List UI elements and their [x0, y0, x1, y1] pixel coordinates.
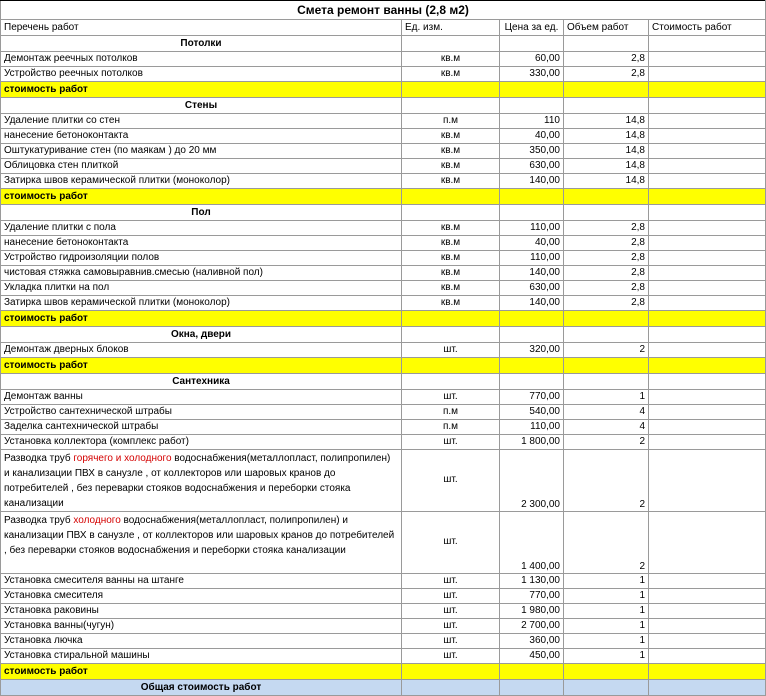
work-volume: 2: [564, 512, 649, 574]
work-cost: [649, 266, 766, 281]
work-name: Затирка швов керамической плитки (моноколор): [1, 174, 402, 189]
category-row-windows: [1, 327, 766, 343]
work-row: [1, 266, 766, 281]
header-volume: Объем работ: [564, 20, 649, 36]
work-volume: 1: [564, 574, 649, 589]
work-cost: [649, 281, 766, 296]
empty-cell: [402, 82, 500, 98]
work-unit: кв.м: [402, 281, 500, 296]
work-volume: 2,8: [564, 221, 649, 236]
empty-cell: [402, 311, 500, 327]
work-name: [1, 512, 402, 574]
work-row: [1, 251, 766, 266]
work-cost: [649, 114, 766, 129]
work-name: Установка коллектора (комплекс работ): [1, 435, 402, 450]
work-unit: кв.м: [402, 129, 500, 144]
work-price: 1 130,00: [500, 574, 564, 589]
work-volume: 1: [564, 390, 649, 405]
work-cost: [649, 405, 766, 420]
total-label: Общая стоимость работ: [1, 680, 402, 696]
work-name: Установка смесителя: [1, 589, 402, 604]
header-row: [1, 20, 766, 36]
work-row: [1, 649, 766, 664]
work-cost: [649, 390, 766, 405]
work-price: 140,00: [500, 174, 564, 189]
work-cost: [649, 236, 766, 251]
work-row: [1, 129, 766, 144]
work-price: 1 800,00: [500, 435, 564, 450]
work-cost: [649, 52, 766, 67]
work-volume: 2,8: [564, 251, 649, 266]
work-name: Устройство гидроизоляции полов: [1, 251, 402, 266]
work-name: Укладка плитки на пол: [1, 281, 402, 296]
work-volume: 2: [564, 450, 649, 512]
work-price: 140,00: [500, 266, 564, 281]
category-row-plumbing: [1, 374, 766, 390]
work-cost: [649, 159, 766, 174]
work-volume: 1: [564, 604, 649, 619]
work-volume: 2: [564, 343, 649, 358]
empty-cell: [402, 189, 500, 205]
work-price: 110,00: [500, 221, 564, 236]
category-title: Сантехника: [1, 374, 402, 390]
header-price: Цена за ед.: [500, 20, 564, 36]
empty-cell: [402, 358, 500, 374]
work-unit: шт.: [402, 604, 500, 619]
subtotal-label: стоимость работ: [1, 82, 402, 98]
work-row: [1, 604, 766, 619]
work-unit: шт.: [402, 574, 500, 589]
work-row: [1, 390, 766, 405]
subtotal-label: стоимость работ: [1, 358, 402, 374]
work-cost: [649, 649, 766, 664]
work-cost: [649, 450, 766, 512]
work-volume: 1: [564, 619, 649, 634]
empty-cell: [564, 311, 649, 327]
work-price: 1 400,00: [500, 512, 564, 574]
work-name: Удаление плитки со стен: [1, 114, 402, 129]
work-unit: кв.м: [402, 296, 500, 311]
subtotal-row-walls: [1, 189, 766, 205]
work-cost: [649, 574, 766, 589]
work-price: 110: [500, 114, 564, 129]
work-volume: 4: [564, 420, 649, 435]
work-row: [1, 634, 766, 649]
work-volume: 1: [564, 634, 649, 649]
work-price: 540,00: [500, 405, 564, 420]
work-row: [1, 159, 766, 174]
work-name: [1, 450, 402, 512]
work-row: [1, 114, 766, 129]
empty-cell: [649, 205, 766, 221]
work-name: Демонтаж дверных блоков: [1, 343, 402, 358]
empty-cell: [500, 98, 564, 114]
empty-cell: [500, 311, 564, 327]
work-name: Установка смесителя ванны на штанге: [1, 574, 402, 589]
category-title: Стены: [1, 98, 402, 114]
sheet-title: Смета ремонт ванны (2,8 м2): [1, 1, 766, 20]
work-name: Установка раковины: [1, 604, 402, 619]
work-unit: шт.: [402, 589, 500, 604]
empty-cell: [649, 36, 766, 52]
work-volume: 2,8: [564, 52, 649, 67]
work-price: 1 980,00: [500, 604, 564, 619]
title-row: [1, 1, 766, 20]
empty-cell: [649, 189, 766, 205]
work-volume: 1: [564, 589, 649, 604]
work-cost: [649, 129, 766, 144]
work-row: [1, 420, 766, 435]
work-row: [1, 574, 766, 589]
empty-cell: [649, 664, 766, 680]
work-volume: 2: [564, 435, 649, 450]
category-title: Потолки: [1, 36, 402, 52]
empty-cell: [649, 358, 766, 374]
empty-cell: [564, 358, 649, 374]
work-name: Удаление плитки с пола: [1, 221, 402, 236]
work-unit: кв.м: [402, 144, 500, 159]
work-cost: [649, 512, 766, 574]
subtotal-row-ceilings: [1, 82, 766, 98]
work-row: [1, 221, 766, 236]
work-price: 770,00: [500, 589, 564, 604]
work-cost: [649, 67, 766, 82]
empty-cell: [402, 98, 500, 114]
work-name-text: Разводка труб: [4, 453, 74, 464]
empty-cell: [564, 36, 649, 52]
work-cost: [649, 634, 766, 649]
work-unit: шт.: [402, 435, 500, 450]
work-name-highlight: горячего и холодного: [73, 453, 172, 464]
pipe-row: [1, 450, 766, 512]
work-unit: шт.: [402, 390, 500, 405]
work-cost: [649, 604, 766, 619]
work-price: 2 700,00: [500, 619, 564, 634]
work-unit: шт.: [402, 634, 500, 649]
work-name: Установка стиральной машины: [1, 649, 402, 664]
subtotal-label: стоимость работ: [1, 189, 402, 205]
work-cost: [649, 619, 766, 634]
work-price: 110,00: [500, 420, 564, 435]
work-row: [1, 236, 766, 251]
work-price: 40,00: [500, 129, 564, 144]
work-unit: шт.: [402, 450, 500, 512]
subtotal-row-plumbing: [1, 664, 766, 680]
subtotal-label: стоимость работ: [1, 664, 402, 680]
empty-cell: [564, 327, 649, 343]
work-name: Устройство реечных потолков: [1, 67, 402, 82]
work-name: чистовая стяжка самовыравнив.смесью (наливной пол): [1, 266, 402, 281]
work-unit: кв.м: [402, 67, 500, 82]
work-unit: кв.м: [402, 221, 500, 236]
empty-cell: [564, 82, 649, 98]
empty-cell: [564, 374, 649, 390]
empty-cell: [564, 664, 649, 680]
header-name: Перечень работ: [1, 20, 402, 36]
empty-cell: [402, 374, 500, 390]
work-unit: шт.: [402, 649, 500, 664]
work-name: Оштукатуривание стен (по маякам ) до 20 мм: [1, 144, 402, 159]
work-row: [1, 343, 766, 358]
work-cost: [649, 144, 766, 159]
subtotal-row-floor: [1, 311, 766, 327]
header-unit: Ед. изм.: [402, 20, 500, 36]
empty-cell: [402, 36, 500, 52]
work-name: нанесение бетоноконтакта: [1, 129, 402, 144]
empty-cell: [402, 327, 500, 343]
work-price: 320,00: [500, 343, 564, 358]
empty-cell: [402, 205, 500, 221]
work-row: [1, 174, 766, 189]
work-row: [1, 296, 766, 311]
work-price: 630,00: [500, 281, 564, 296]
work-row: [1, 589, 766, 604]
work-name-text: Разводка труб: [4, 515, 74, 526]
work-volume: 14,8: [564, 129, 649, 144]
work-unit: п.м: [402, 420, 500, 435]
empty-cell: [500, 82, 564, 98]
work-name: Демонтаж реечных потолков: [1, 52, 402, 67]
empty-cell: [500, 374, 564, 390]
work-row: [1, 144, 766, 159]
work-volume: 14,8: [564, 114, 649, 129]
empty-cell: [564, 680, 649, 696]
empty-cell: [649, 327, 766, 343]
empty-cell: [564, 189, 649, 205]
empty-cell: [500, 205, 564, 221]
work-unit: кв.м: [402, 251, 500, 266]
work-cost: [649, 420, 766, 435]
work-price: 110,00: [500, 251, 564, 266]
work-cost: [649, 174, 766, 189]
work-unit: кв.м: [402, 266, 500, 281]
work-price: 450,00: [500, 649, 564, 664]
work-unit: шт.: [402, 619, 500, 634]
work-unit: кв.м: [402, 52, 500, 67]
work-cost: [649, 251, 766, 266]
work-name: Установка лючка: [1, 634, 402, 649]
subtotal-row-windows: [1, 358, 766, 374]
empty-cell: [649, 82, 766, 98]
empty-cell: [649, 374, 766, 390]
work-name: Установка ванны(чугун): [1, 619, 402, 634]
work-unit: кв.м: [402, 159, 500, 174]
empty-cell: [649, 680, 766, 696]
work-price: 2 300,00: [500, 450, 564, 512]
work-unit: кв.м: [402, 236, 500, 251]
category-row-walls: [1, 98, 766, 114]
work-name: Затирка швов керамической плитки (моноколор): [1, 296, 402, 311]
work-cost: [649, 296, 766, 311]
work-price: 60,00: [500, 52, 564, 67]
work-volume: 14,8: [564, 144, 649, 159]
empty-cell: [649, 98, 766, 114]
work-price: 140,00: [500, 296, 564, 311]
work-name: Демонтаж ванны: [1, 390, 402, 405]
work-cost: [649, 343, 766, 358]
category-row-floor: [1, 205, 766, 221]
empty-cell: [500, 358, 564, 374]
work-volume: 2,8: [564, 266, 649, 281]
empty-cell: [564, 205, 649, 221]
work-price: 330,00: [500, 67, 564, 82]
work-volume: 2,8: [564, 296, 649, 311]
empty-cell: [564, 98, 649, 114]
work-row: [1, 67, 766, 82]
work-row: [1, 281, 766, 296]
work-volume: 1: [564, 649, 649, 664]
work-name: нанесение бетоноконтакта: [1, 236, 402, 251]
empty-cell: [649, 311, 766, 327]
work-price: 350,00: [500, 144, 564, 159]
work-name: Заделка сантехнической штрабы: [1, 420, 402, 435]
work-volume: 2,8: [564, 67, 649, 82]
pipe-row: [1, 512, 766, 574]
work-cost: [649, 435, 766, 450]
work-volume: 14,8: [564, 159, 649, 174]
work-row: [1, 619, 766, 634]
work-unit: п.м: [402, 405, 500, 420]
header-cost: Стоимость работ: [649, 20, 766, 36]
total-row: [1, 680, 766, 696]
work-cost: [649, 589, 766, 604]
work-row: [1, 435, 766, 450]
work-price: 360,00: [500, 634, 564, 649]
work-unit: шт.: [402, 512, 500, 574]
work-volume: 14,8: [564, 174, 649, 189]
empty-cell: [500, 664, 564, 680]
empty-cell: [402, 680, 500, 696]
work-cost: [649, 221, 766, 236]
empty-cell: [500, 189, 564, 205]
work-name-highlight: холодного: [73, 515, 121, 526]
work-name: Устройство сантехнической штрабы: [1, 405, 402, 420]
empty-cell: [500, 36, 564, 52]
subtotal-label: стоимость работ: [1, 311, 402, 327]
work-row: [1, 52, 766, 67]
work-unit: шт.: [402, 343, 500, 358]
work-volume: 2,8: [564, 236, 649, 251]
work-name: Облицовка стен плиткой: [1, 159, 402, 174]
work-unit: кв.м: [402, 174, 500, 189]
empty-cell: [500, 680, 564, 696]
empty-cell: [500, 327, 564, 343]
category-title: Окна, двери: [1, 327, 402, 343]
work-unit: п.м: [402, 114, 500, 129]
empty-cell: [402, 664, 500, 680]
work-name-text: водоснабжения(металлопласт, полипропилен) и канализации ПВХ в санузле , от коллекторов или шаровых кранов до потребителей , без переварки стояков водоснабжения и переборки стояка канализации: [4, 515, 395, 556]
work-price: 40,00: [500, 236, 564, 251]
category-title: Пол: [1, 205, 402, 221]
work-volume: 2,8: [564, 281, 649, 296]
work-row: [1, 405, 766, 420]
work-name-text: водоснабжения(металлопласт, полипропилен) и канализации ПВХ в санузле , от коллекторов или шаровых кранов до потребителей , без переварки стояков водоснабжения и переборки стояка канализации: [4, 453, 391, 509]
work-price: 770,00: [500, 390, 564, 405]
category-row-ceilings: [1, 36, 766, 52]
work-volume: 4: [564, 405, 649, 420]
work-price: 630,00: [500, 159, 564, 174]
